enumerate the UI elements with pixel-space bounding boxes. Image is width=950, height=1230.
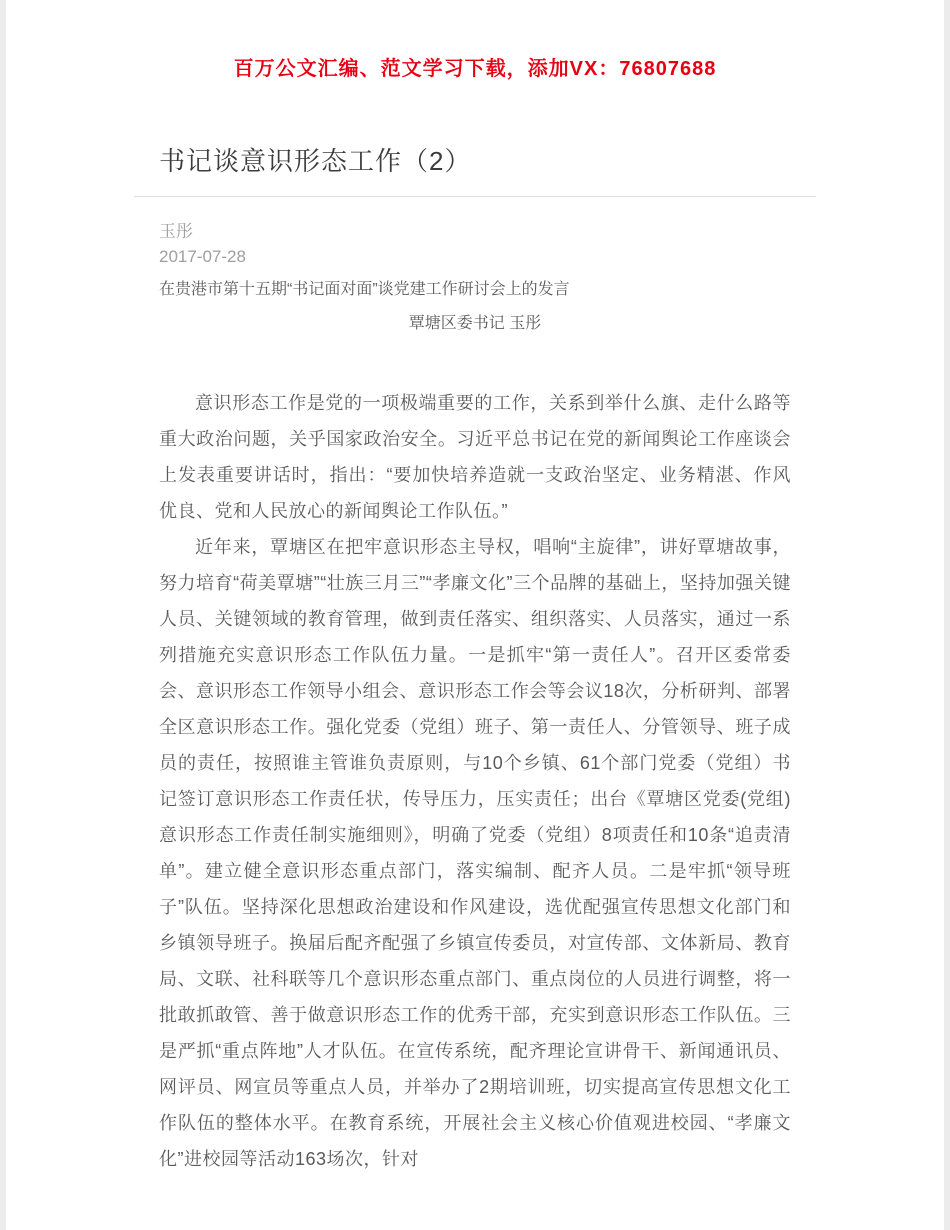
promo-banner xyxy=(6,52,944,81)
document-page xyxy=(6,0,944,1230)
article-byline: 覃塘区委书记 玉彤 xyxy=(408,315,542,332)
title-divider xyxy=(134,196,816,197)
article-date: 2017-07-28 xyxy=(159,247,246,266)
article xyxy=(134,141,816,1177)
article-content xyxy=(159,219,791,1177)
article-title: 书记谈意识形态工作（2） xyxy=(159,146,472,176)
article-body xyxy=(159,385,791,1177)
article-subtitle: 在贵港市第十五期“书记面对面”谈党建工作研讨会上的发言 xyxy=(159,281,570,298)
promo-banner-text: 百万公文汇编、范文学习下载，添加VX：76807688 xyxy=(233,58,717,80)
paragraph: 近年来，覃塘区在把牢意识形态主导权，唱响“主旋律”，讲好覃塘故事，努力培育“荷美覃塘”“壮族三月三”“孝廉文化”三个品牌的基础上，坚持加强关键人员、关键领域的教育管理，做到责任落实、组织落实、人员落实，通过一系列措施充实意识形态工作队伍力量。一是抓牢“第一责任人”。召开区委常委会、意识形态工作领导小组会、意识形态工作会等会议18次，分析研判、部署全区意识形态工作。强化党委（党组）班子、第一责任人、分管领导、班子成员的责任，按照谁主管谁负责原则，与10个乡镇、61个部门党委（党组）书记签订意识形态工作责任状，传导压力，压实责任；出台《覃塘区党委(党组)意识形态工作责任制实施细则》，明确了党委（党组）8项责任和10条“追责清单”。建立健全意识形态重点部门，落实编制、配齐人员。二是牢抓“领导班子”队伍。坚持深化思想政治建设和作风建设，选优配强宣传思想文化部门和乡镇领导班子。换届后配齐配强了乡镇宣传委员，对宣传部、文体新局、教育局、文联、社科联等几个意识形态重点部门、重点岗位的人员进行调整，将一批敢抓敢管、善于做意识形态工作的优秀干部，充实到意识形态工作队伍。三是严抓“重点阵地”人才队伍。在宣传系统，配齐理论宣讲骨干、新闻通讯员、网评员、网宣员等重点人员，并举办了2期培训班，切实提高宣传思想文化工作队伍的整体水平。在教育系统，开展社会主义核心价值观进校园、“孝廉文化”进校园等活动163场次，针对 xyxy=(159,537,791,1169)
paragraph: 意识形态工作是党的一项极端重要的工作，关系到举什么旗、走什么路等重大政治问题，关乎国家政治安全。习近平总书记在党的新闻舆论工作座谈会上发表重要讲话时，指出：“要加快培养造就一支政治坚定、业务精湛、作风优良、党和人民放心的新闻舆论工作队伍。” xyxy=(159,393,791,521)
article-author: 玉彤 xyxy=(159,222,193,241)
